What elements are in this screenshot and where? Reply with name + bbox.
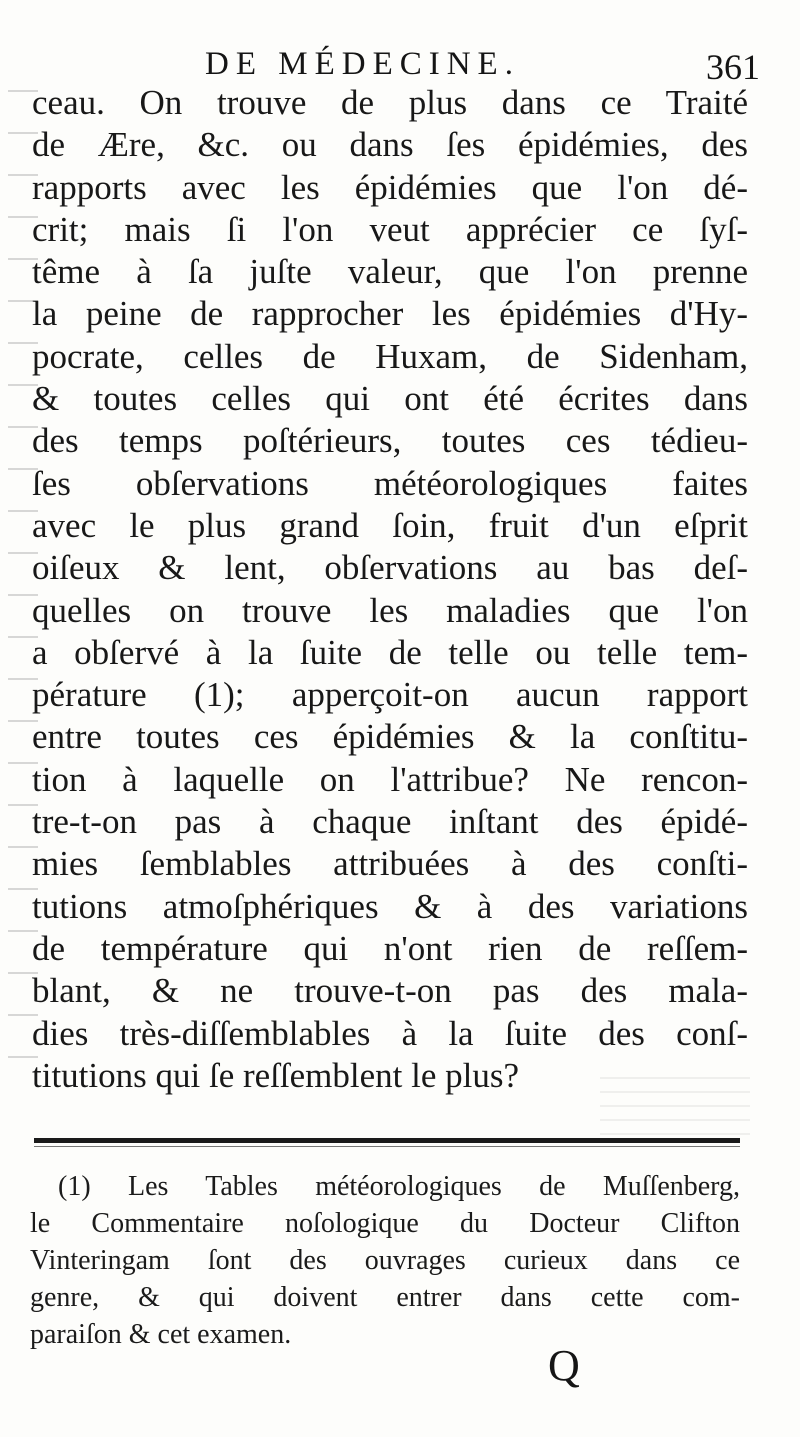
footnote-line: (1) Les Tables météorologiques de Muſſenberg,	[58, 1171, 740, 1202]
text-line: tion à laquelle on l'attribue? Ne rencon-	[32, 759, 748, 799]
text-line: oiſeux & lent, obſervations au bas deſ-	[32, 548, 748, 588]
footnote-line: Vinteringam ſont des ouvrages curieux dans ce	[30, 1245, 740, 1276]
text-line: avec le plus grand ſoin, fruit d'un eſprit	[32, 505, 748, 545]
text-line: ſes obſervations météorologiques faites	[32, 463, 748, 503]
text-line: crit; mais ſi l'on veut apprécier ce ſyſ-	[32, 209, 748, 249]
footnote	[30, 1168, 740, 1353]
text-line: quelles on trouve les maladies que l'on	[32, 590, 748, 630]
text-line: tême à ſa juſte valeur, que l'on prenne	[32, 252, 748, 292]
text-line: ceau. On trouve de plus dans ce Traité	[32, 83, 748, 122]
text-line: de température qui n'ont rien de reſſem-	[32, 928, 748, 968]
text-line: mies ſemblables attribuées à des conſti-	[32, 844, 748, 884]
footnote-divider	[34, 1138, 740, 1143]
text-line: pérature (1); apperçoit-on aucun rapport	[32, 675, 748, 715]
footnote-line: le Commentaire noſologique du Docteur Clifton	[30, 1208, 740, 1239]
text-line: a obſervé à la ſuite de telle ou telle tem-	[32, 632, 748, 672]
text-line: tre-t-on pas à chaque inſtant des épidé-	[32, 802, 748, 842]
text-line: des temps poſtérieurs, toutes ces tédieu-	[32, 421, 748, 461]
text-line: titutions qui ſe reſſemblent le plus?	[32, 1055, 519, 1095]
text-line: dies très-diſſemblables à la ſuite des conſ-	[32, 1013, 748, 1053]
footnote-line: paraiſon & cet examen.	[30, 1319, 292, 1350]
signature-mark: Q	[548, 1341, 580, 1390]
footnote-divider-thin	[34, 1146, 740, 1147]
text-line: de Ære, &c. ou dans ſes épidémies, des	[32, 125, 748, 165]
text-line: rapports avec les épidémies que l'on dé-	[32, 167, 748, 207]
text-line: tutions atmoſphériques & à des variations	[32, 886, 748, 926]
footnote-line: genre, & qui doivent entrer dans cette com-	[30, 1282, 740, 1313]
text-line: la peine de rapprocher les épidémies d'Hy-	[32, 294, 748, 334]
text-line: blant, & ne trouve-t-on pas des mala-	[32, 971, 748, 1011]
running-head: DE MÉDECINE.	[205, 46, 520, 82]
text-line: pocrate, celles de Huxam, de Sidenham,	[32, 336, 748, 376]
text-line: entre toutes ces épidémies & la conſtitu-	[32, 717, 748, 757]
main-text-block	[32, 82, 748, 1097]
page-number: 361	[706, 47, 760, 87]
text-line: & toutes celles qui ont été écrites dans	[32, 379, 748, 419]
